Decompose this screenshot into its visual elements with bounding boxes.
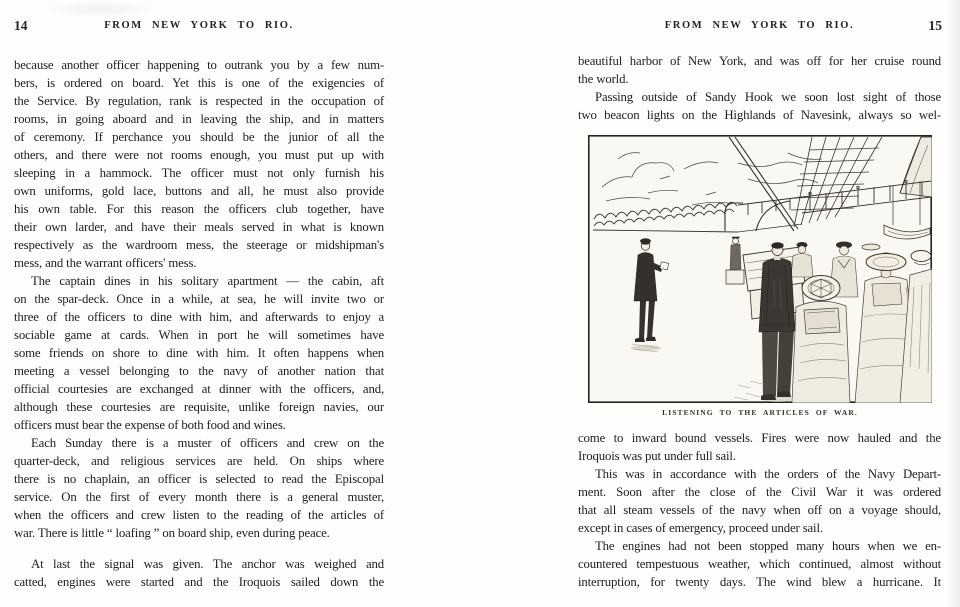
running-head-right: FROM NEW YORK TO RIO. bbox=[664, 20, 855, 31]
text-line: official courtesies are exchanged at dinner with the officers, and, bbox=[14, 382, 384, 396]
text-line: Each Sunday there is a muster of officers and crew on the bbox=[31, 436, 384, 450]
text-line: the world. bbox=[578, 72, 629, 86]
text-line: quarter-deck, and religious services are held. On ships where bbox=[14, 454, 384, 468]
text-line: mess, and the warrant officers' mess. bbox=[14, 256, 197, 270]
page-number-left: 14 bbox=[14, 18, 28, 33]
text-line: except in cases of emergency, proceed under sail. bbox=[578, 521, 823, 535]
text-line: come to inward bound vessels. Fires were now hauled and the bbox=[578, 431, 941, 445]
text-line: At last the signal was given. The anchor was weighed and bbox=[31, 557, 384, 571]
text-line: others, and there were not rooms enough, you must put up with bbox=[14, 148, 384, 162]
text-line: because another officer happening to outrank you by a few num- bbox=[14, 58, 384, 72]
page-edge-shade bbox=[946, 0, 960, 607]
text-line: three of the officers to dine with him, and afterwards to enjoy a bbox=[14, 310, 384, 324]
text-line: The captain dines in his solitary apartment — the cabin, aft bbox=[31, 274, 384, 288]
text-line: Passing outside of Sandy Hook we soon lost sight of those bbox=[595, 90, 941, 104]
text-line: sociable game at cards. When in port he will sometimes have bbox=[14, 328, 384, 342]
text-line: beautiful harbor of New York, and was off for her cruise round bbox=[578, 54, 941, 68]
text-line: service. On the first of every month there is a general muster, bbox=[14, 490, 384, 504]
scan-smudge bbox=[40, 0, 160, 18]
text-line: two beacon lights on the Highlands of Navesink, always so wel- bbox=[578, 108, 941, 122]
text-line: This was in accordance with the orders of the Navy Depart- bbox=[595, 467, 941, 481]
text-line: sleeping in a hammock. The officer must not only furnish his bbox=[14, 166, 384, 180]
text-line: countered tempestuous weather, which continued, almost without bbox=[578, 557, 941, 571]
text-line: respectively as the wardroom mess, the steerage or midshipman's bbox=[14, 238, 384, 252]
text-line: there is no chaplain, an officer is selected to read the Episcopal bbox=[14, 472, 384, 486]
text-line: his own table. For this reason the officers club together, have bbox=[14, 202, 384, 216]
text-line: rooms, in going aboard and in leaving the ship, and in matters bbox=[14, 112, 384, 126]
page-number-right: 15 bbox=[928, 18, 942, 33]
text-line: of ceremony. If perchance you should be the junior of all the bbox=[14, 130, 384, 144]
text-line: Iroquois was put under full sail. bbox=[578, 449, 736, 463]
text-line: the Service. By regulation, rank is respected in the occupation of bbox=[14, 94, 384, 108]
text-line: when the officers and crew listen to the reading of the articles of bbox=[14, 508, 384, 522]
text-line: war. There is little “ loafing ” on board ship, even during peace. bbox=[14, 526, 330, 540]
body-text-left bbox=[14, 56, 384, 591]
text-line: ment. Soon after the close of the Civil War it was ordered bbox=[578, 485, 941, 499]
text-line: officers must bear the expense of both food and wines. bbox=[14, 418, 286, 432]
body-text-right-top bbox=[578, 52, 941, 124]
text-line: on the spar-deck. Once in a while, at sea, he will invite two or bbox=[14, 292, 384, 306]
text-line: The engines had not been stopped many hours when we en- bbox=[595, 539, 941, 553]
text-line: some friends on shore to dine with him. It often happens when bbox=[14, 346, 384, 360]
text-line: that all steam vessels of the navy when off on a voyage should, bbox=[578, 503, 941, 517]
text-line: catted, engines were started and the Iroquois sailed down the bbox=[14, 575, 384, 589]
text-line: bers, is ordered on board. Yet this is one of the exigencies of bbox=[14, 76, 384, 90]
body-text-right-bottom bbox=[578, 429, 941, 591]
text-line: meeting a vessel belonging to the navy of another nation that bbox=[14, 364, 384, 378]
illustration-caption: LISTENING TO THE ARTICLES OF WAR. bbox=[662, 408, 858, 417]
text-line: their own larder, and have their meals served in what is known bbox=[14, 220, 384, 234]
text-line: although these courtesies are requisite, unlike foreign navies, our bbox=[14, 400, 384, 414]
engraving-illustration bbox=[588, 135, 932, 403]
text-line: interruption, for twenty days. The wind blew a hurricane. It bbox=[578, 575, 941, 589]
text-line: own uniforms, gold lace, buttons and all, he must also provide bbox=[14, 184, 384, 198]
running-head-left: FROM NEW YORK TO RIO. bbox=[104, 20, 294, 31]
